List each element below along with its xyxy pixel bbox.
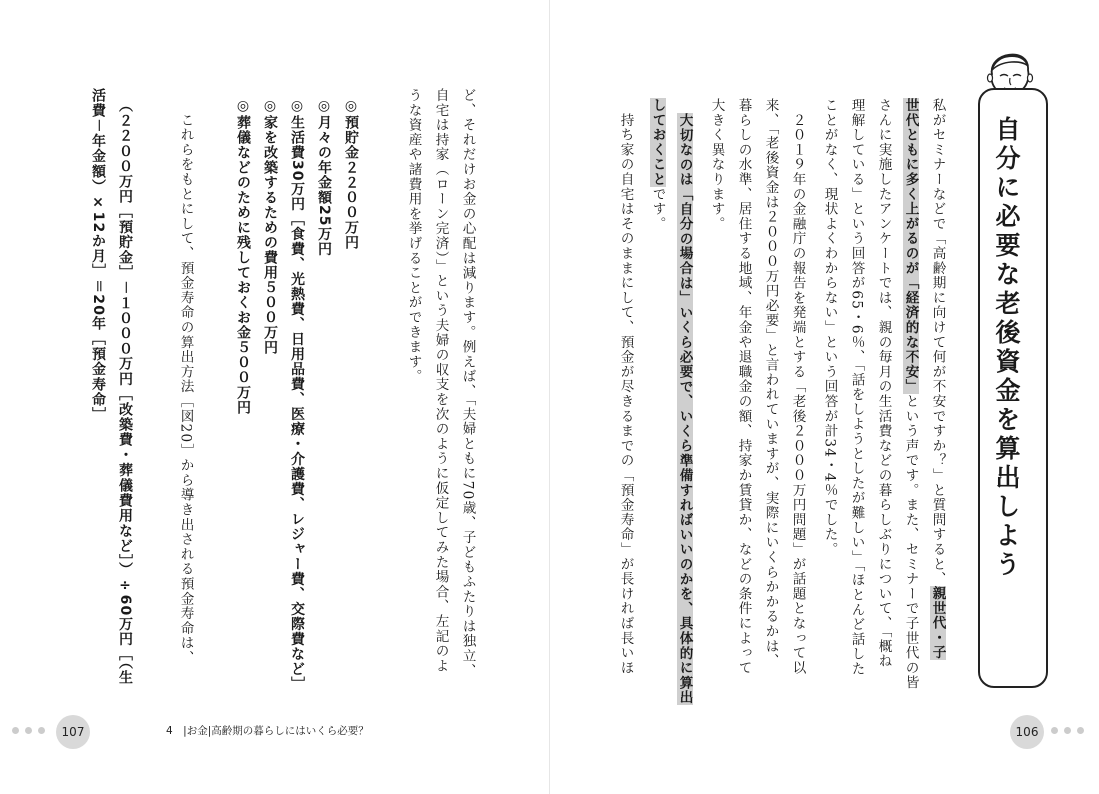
text-column bbox=[903, 98, 917, 690]
body-text: です。 bbox=[649, 186, 666, 232]
body-text: 私がセミナーなどで「高齢期に向けて何が不安ですか？」と質問すると、 bbox=[929, 98, 946, 587]
emphasis-text: 大切なのは「自分の場合は」いくら必要で、いくら準備すればいいのかを、具体的に算出 bbox=[676, 112, 693, 705]
formula-line: （２２００万円［預貯金］－１０００万円［改築費・葬儀費用など］）÷60万円［（生 bbox=[117, 98, 133, 686]
text-column bbox=[736, 98, 750, 675]
body-text: 大きく異なります。 bbox=[708, 98, 725, 232]
running-head: 4 |お金|高齢期の暮らしにはいくら必要？ bbox=[166, 725, 369, 737]
gutter-divider bbox=[549, 0, 550, 794]
emphasis-text: 世代ともに多く上がるのが「経済的な不安」 bbox=[902, 98, 919, 394]
text-column: 自宅は持家（ローン完済）」という夫婦の収支を次のように仮定してみた場合、左記のよ bbox=[432, 88, 449, 674]
body-text bbox=[677, 98, 693, 113]
right-page-number: 106 bbox=[1010, 715, 1044, 749]
text-column: これらをもとにして、預金寿命の算出方法［図20］から導き出される預金寿命は、 bbox=[177, 98, 194, 666]
body-text: 来、「老後資金は２０００万円必要」と言われていますが、実際にいくらかかるかは、 bbox=[762, 98, 779, 669]
text-column bbox=[763, 98, 777, 668]
left-page-number: 107 bbox=[56, 715, 90, 749]
text-column bbox=[930, 98, 944, 660]
text-column: うな資産や諸費用を挙げることができます。 bbox=[405, 88, 422, 384]
body-text: という声です。また、セミナーで子世代の皆 bbox=[902, 394, 919, 690]
text-column bbox=[650, 98, 664, 231]
body-text: 暮らしの水準、居住する地域、年金や退職金の額、持家か賃貸か、などの条件によって bbox=[735, 98, 752, 676]
text-column bbox=[822, 98, 836, 557]
list-item: ◎預貯金２２００万円 bbox=[343, 98, 359, 250]
text-column bbox=[677, 98, 691, 705]
page-dots-left bbox=[12, 727, 45, 734]
text-column bbox=[790, 98, 804, 675]
list-item: ◎葬儀などのために残しておくお金５００万円 bbox=[235, 98, 251, 415]
text-column bbox=[709, 98, 723, 231]
page-dots-right bbox=[1051, 727, 1084, 734]
text-column bbox=[876, 98, 890, 668]
body-text: 持ち家の自宅はそのままにして、預金が尽きるまでの「預金寿命」が長ければ長いほ bbox=[617, 98, 634, 676]
emphasis-text: 親世代・子 bbox=[929, 586, 946, 661]
list-item: ◎月々の年金額25万円 bbox=[316, 98, 332, 257]
emphasis-text: しておくこと bbox=[649, 98, 666, 187]
formula-line: 活費－年金額）×12か月］＝20年［預金寿命］ bbox=[90, 88, 106, 423]
list-item: ◎家を改築するための費用５００万円 bbox=[262, 98, 278, 355]
text-column bbox=[618, 98, 632, 675]
text-column bbox=[849, 98, 863, 676]
body-text: ２０１９年の金融庁の報告を発端とする「老後２０００万円問題」が話題となって以 bbox=[789, 98, 806, 676]
body-text: さんに実施したアンケートでは、親の毎月の生活費などの暮らしぶりについて、「概ね bbox=[875, 98, 892, 669]
body-text: 理解している」という回答が65・6％、「話をしようとしたが難しい」「ほとんど話した bbox=[848, 98, 865, 677]
section-title: 自分に必要な老後資金を算出しよう bbox=[992, 116, 1021, 580]
list-item: ◎生活費30万円［食費、光熱費、日用品費、医療・介護費、レジャー費、交際費など］ bbox=[289, 98, 305, 692]
body-text: ことがなく、現状よくわからない」という回答が計34・4％でした。 bbox=[821, 98, 838, 557]
text-column: ど、それだけお金の心配は減ります。例えば、「夫婦ともに70歳、子どもふたりは独立、 bbox=[459, 88, 476, 679]
